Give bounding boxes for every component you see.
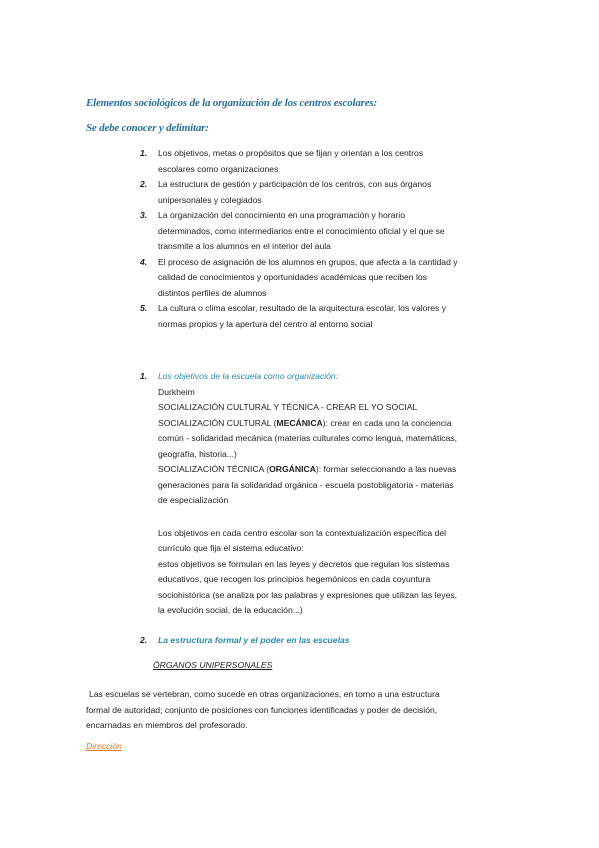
list-line: unipersonales y colegiados	[158, 194, 262, 205]
body-line: la evolución social, de la educación...)	[158, 605, 303, 615]
direccion-link[interactable]: Dirección	[86, 741, 122, 751]
body-line: currículo que fija el sistema educativo:	[158, 543, 304, 553]
tecnica-line	[158, 462, 520, 478]
list-line: transmite a los alumnos en el interior del aula	[158, 241, 331, 251]
list-line: La organización del conocimiento en una programación y horario	[158, 210, 405, 220]
author: Durkheim	[158, 386, 195, 397]
cultural-line	[158, 416, 520, 432]
list-item	[140, 146, 510, 177]
elements-list	[140, 146, 510, 332]
list-item	[140, 255, 510, 302]
organos-heading: ÓRGANOS UNIPERSONALES	[153, 660, 273, 670]
body-line: de especialización	[158, 495, 229, 505]
paragraph	[86, 687, 516, 734]
body-line: sociohistórica (se analiza por las palabras y expresiones que utilizan las leyes,	[158, 589, 458, 600]
section-number: 1.	[140, 371, 148, 381]
list-line: determinados, como intermediarios entre el conocimiento oficial y el que se	[158, 225, 445, 236]
section-title: La estructura formal y el poder en las escuelas	[158, 635, 350, 645]
body-line: estos objetivos se formulan en las leyes y decretos que regulan los sistemas	[158, 558, 450, 569]
section-estructura	[140, 633, 520, 649]
list-number: 5.	[140, 303, 148, 313]
list-line: distintos perfiles de alumnos	[158, 287, 267, 298]
list-line: calidad de conocimientos y oportunidades académicas que reciben los	[158, 272, 427, 282]
section-title: Los objetivos de la escuela como organización:	[158, 371, 339, 381]
socializacion-line: SOCIALIZACIÓN CULTURAL Y TÉCNICA - CREAR EL YO SOCIAL	[158, 402, 418, 412]
body-line: educativos, que recogen los principios hegemónicos en cada coyuntura	[158, 574, 431, 584]
body-line: Las escuelas se vertebran, como sucede en otras organizaciones, en torno a una estructura	[89, 689, 440, 699]
list-number: 2.	[140, 179, 148, 189]
list-line: Los objetivos, metas o propósitos que se fijan y orientan a los centros	[158, 148, 424, 158]
main-heading: Elementos sociológicos de la organización de los centros escolares:	[86, 97, 377, 109]
text: SOCIALIZACIÓN CULTURAL (	[158, 417, 277, 428]
section-body	[140, 385, 520, 619]
list-number: 4.	[140, 256, 148, 267]
body-line: geografía, historia...)	[158, 448, 237, 459]
body-line: común - solidaridad mecánica (materias culturales como lengua, matemáticas,	[158, 433, 458, 443]
list-line: normas propios y la apertura del centro al entorno social	[158, 318, 373, 329]
list-line: escolares como organizaciones	[158, 163, 279, 174]
list-item	[140, 208, 510, 255]
list-item	[140, 301, 510, 332]
list-number: 3.	[140, 210, 148, 220]
list-line: La cultura o clima escolar, resultado de la arquitectura escolar, los valores y	[158, 303, 447, 313]
sub-heading: Se debe conocer y delimitar:	[86, 122, 209, 134]
list-line: La estructura de gestión y participación de los centros, con sus órganos	[158, 179, 432, 189]
body-line: formal de autoridad; conjunto de posiciones con funciones identificadas y poder de decisión,	[86, 704, 438, 715]
text: ): crear en cada uno la conciencia	[322, 417, 452, 428]
section-number: 2.	[140, 635, 148, 645]
bold-text: ORGÁNICA	[269, 464, 316, 474]
list-line: El proceso de asignación de los alumnos en grupos, que afecta a la cantidad y	[158, 256, 458, 267]
list-item	[140, 177, 510, 208]
list-number: 1.	[140, 148, 148, 158]
text: ): formar seleccionando a las nuevas	[315, 464, 457, 474]
spacer	[158, 509, 520, 526]
bold-text: MECÁNICA	[276, 417, 323, 428]
body-line: encarnadas en miembros del profesorado.	[86, 720, 248, 730]
section-objetivos	[140, 369, 520, 619]
body-line: Los objetivos en cada centro escolar son la contextualización específica del	[158, 527, 447, 538]
body-line: generaciones para la solidaridad orgánica - escuela postobligatoria - materias	[158, 479, 454, 490]
text: SOCIALIZACIÓN TÉCNICA (	[158, 464, 270, 474]
